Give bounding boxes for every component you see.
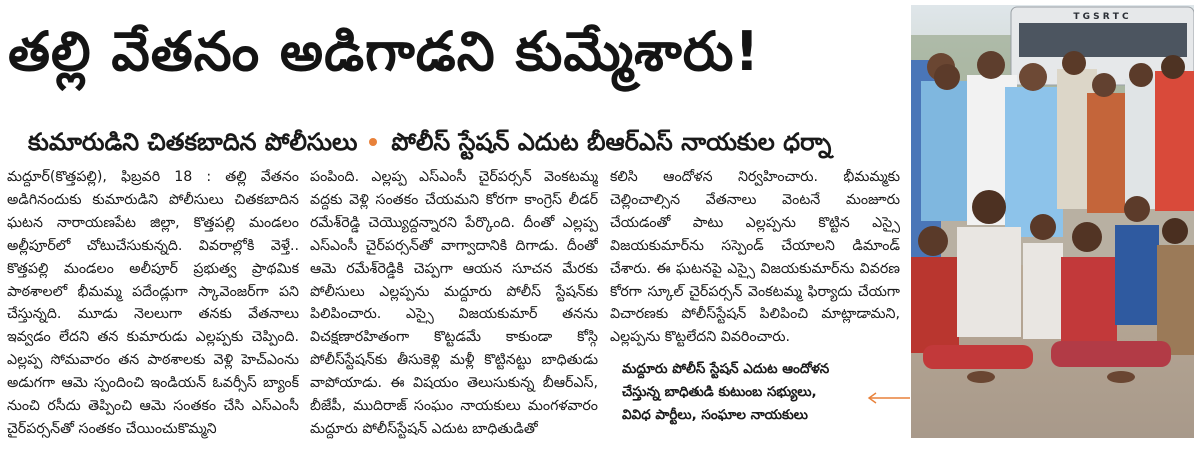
headline: తల్లి వేతనం అడిగాడని కుమ్మేశారు! xyxy=(8,20,761,83)
caption-line-3: వివిధ పార్టీలు, సంఘాల నాయకులు xyxy=(622,407,808,423)
caption-line-1: మద్దూరు పోలీస్ స్టేషన్ ఎదుట ఆందోళన xyxy=(622,361,830,377)
article-column-1 xyxy=(7,166,299,454)
caption-line-2: చేస్తున్న బాధితుడి కుటుంబ సభ్యులు, xyxy=(622,384,817,400)
protest-photo-illustration xyxy=(911,5,1194,438)
article-column-2 xyxy=(310,166,598,454)
photo-caption xyxy=(622,358,862,427)
news-photo xyxy=(911,5,1194,438)
caption-arrow-icon xyxy=(866,392,910,404)
column-3-text: కలిసి ఆందోళన నిర్వహించారు. భీమమ్మకు చెల్లించాల్సిన వేతనాలు వెంటనే మంజూరు చేయడంతో పాటు ఎల్లప్పను కొట్టిన ఎస్సై విజయకుమార్‌ను సస్పెండ్ చేయాలని డిమాండ్ చేశారు. ఈ ఘటనపై ఎస్సై విజయకుమార్‌ను వివరణ కోరగా స్కూల్ చైర్‌పర్సన్ వెంకటమ్మ ఫిర్యాదు చేయగా విచారణకు పోలీస్‌స్టేషన్ పిలిపించి మాట్లాడామని, ఎల్లప్పను కొట్టలేదని వివరించారు. xyxy=(610,169,900,346)
bus-lettering: T G S R T C xyxy=(1073,12,1129,22)
subhead-left: కుమారుడిని చితకబాదిన పోలీసులు xyxy=(28,128,358,156)
bullet-dot xyxy=(369,138,377,146)
subheadline xyxy=(28,122,900,162)
column-2-text: పంపింది. ఎల్లప్ప ఎస్ఎంసీ చైర్‌పర్సన్ వెంకటమ్మ వద్దకు వెళ్లి సంతకం చేయమని కోరగా కాంగ్రెస్ లీడర్ రమేశ్‌రెడ్డి చెయ్యొద్దన్నారని పేర్కొంది. దీంతో ఎల్లప్ప ఎస్ఎంసీ చైర్‌పర్సన్‌తో వాగ్వాదానికి దిగాడు. దీంతో ఆమె రమేశ్‌రెడ్డికి చెప్పగా ఆయన సూచన మేరకు పోలీసులు ఎల్లప్పను మద్దూరు పోలీస్ స్టేషన్‌కు పిలిపించారు. ఎస్సై విజయకుమార్ తనను విచక్షణారహితంగా కొట్టడమే కాకుండా కోస్గి పోలీస్‌స్టేషన్‌కు తీసుకెళ్లి మళ్లీ కొట్టినట్టు బాధితుడు వాపోయాడు. ఈ విషయం తెలుసుకున్న బీఆర్ఎస్, బీజేపీ, ముదిరాజ్ సంఘం నాయకులు మంగళవారం మద్దూరు పోలీస్‌స్టేషన్ ఎదుట బాధితుడితో xyxy=(310,169,598,437)
column-1-text: మద్దూర్(కొత్తపల్లి), ఫిబ్రవరి 18 : తల్లి వేతనం అడిగినందుకు కుమారుడిని పోలీసులు చితకబాదిన ఘటన నారాయణపేట జిల్లా, కొత్తపల్లి మండలం అల్లీపూర్‌లో చోటుచేసుకున్నది. వివరాల్లోకి వెళ్తే.. కొత్తపల్లి మండలం అలీపూర్ ప్రభుత్వ ప్రాథమిక పాఠశాలలో భీమమ్మ పదేండ్లుగా స్కావెంజర్‌గా పని చేస్తున్నది. మూడు నెలలుగా తనకు వేతనాలు ఇవ్వడం లేదని తన కుమారుడు ఎల్లప్పకు చెప్పింది. ఎల్లప్ప సోమవారం తన పాఠశాలకు వెళ్లి హెచ్ఎంను అడుగగా ఆమె స్పందించి ఇండియన్ ఓవర్సీస్ బ్యాంక్ నుంచి రసీదు తెప్పించి ఆమె సంతకం చేసి ఎస్ఎంసీ చైర్‌పర్సన్‌తో సంతకం చేయించుకొమ్మని xyxy=(7,169,299,437)
subhead-right: పోలీస్ స్టేషన్ ఎదుట బీఆర్ఎస్ నాయకుల ధర్నా xyxy=(391,128,832,156)
